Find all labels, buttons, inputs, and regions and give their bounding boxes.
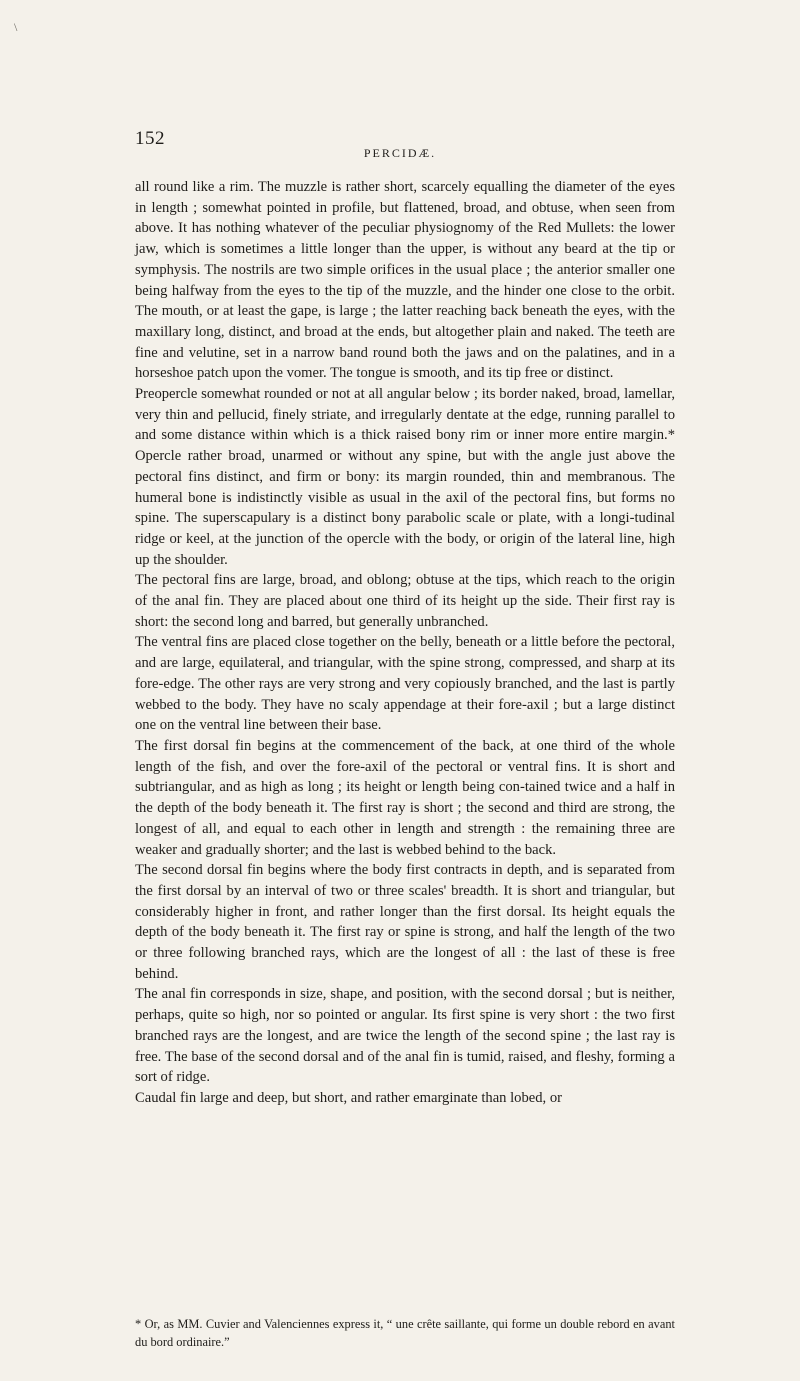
paragraph: all round like a rim. The muzzle is rather short, scarcely equalling the diameter of the eyes in length ; somewhat pointed in profile, but flattened, broad, and obtuse, when seen from above. It has nothing whatever of the peculiar physiognomy of the Red Mullets: the lower jaw, which is sometimes a little longer than the upper, is without any beard at the tip or symphysis. The nostrils are two simple orifices in the usual place ; the anterior smaller one being halfway from the eyes to the tip of the muzzle, and the hinder one close to the orbit. The mouth, or at least the gape, is large ; the latter reaching back beneath the eyes, with the maxillary long, distinct, and broad at the ends, but altogether plain and naked. The teeth are fine and velutine, set in a narrow band round both the jaws and on the palatines, and in a horseshoe patch upon the vomer. The tongue is smooth, and its tip free or distinct.: [135, 179, 675, 382]
paragraph: The pectoral fins are large, broad, and oblong; obtuse at the tips, which reach to the origin of the anal fin. They are placed about one third of its height up the side. Their first ray is short: the second long and barred, but generally unbranched.: [135, 572, 675, 630]
paragraph: The first dorsal fin begins at the commencement of the back, at one third of the whole length of the fish, and over the fore-axil of the pectoral or ventral fins. It is short and subtriangular, and as high as long ; its height or length being con-tained twice and a half in the depth of the body beneath it. The first ray is short ; the second and third are strong, the longest of all, and equal to each other in length and strength : the remaining three are weaker and gradually shorter; and the last is webbed behind to the back.: [135, 737, 675, 858]
running-head: PERCIDÆ.: [363, 146, 437, 160]
paragraph: The second dorsal fin begins where the body first contracts in depth, and is separated from the first dorsal by an interval of two or three scales' breadth. It is short and triangular, but considerably higher in front, and rather longer than the first dorsal. Its height equals the depth of the body beneath it. The first ray or spine is strong, and half the length of the two or three following branched rays, which are the longest of all : the last of these is free behind.: [135, 862, 675, 982]
paragraph: The ventral fins are placed close together on the belly, beneath or a little before the pectoral, and are large, equilateral, and triangular, with the spine strong, compressed, and sharp at its fore-edge. The other rays are very strong and very copiously branched, and the last is partly webbed to the body. They have no scaly appendage at their fore-axil ; but a large distinct one on the ventral line between their base.: [135, 634, 675, 734]
corner-mark: \: [14, 20, 18, 34]
body-text: [135, 177, 675, 1109]
footnote: * Or, as MM. Cuvier and Valenciennes express it, “ une crête saillante, qui forme un double rebord en avant du bord ordinaire.”: [135, 1317, 675, 1349]
paragraph: Preopercle somewhat rounded or not at all angular below ; its border naked, broad, lamellar, very thin and pellucid, finely striate, and irregularly dentate at the edge, running parallel to and some distance within which is a thick raised bony rim or inner more entire margin.* Opercle rather broad, unarmed or without any spine, but with the angle just above the pectoral fins distinct, and firm or bony: its margin rounded, thin and membranous. The humeral bone is indistinctly visible as usual in the axil of the pectoral fins, but forms no spine. The superscapulary is a distinct bony parabolic scale or plate, with a longi-tudinal ridge or keel, at the junction of the opercle with the body, or origin of the lateral line, high up the shoulder.: [135, 386, 675, 568]
paragraph: Caudal fin large and deep, but short, and rather emarginate than lobed, or: [135, 1089, 562, 1106]
paragraph: The anal fin corresponds in size, shape, and position, with the second dorsal ; but is neither, perhaps, quite so high, nor so pointed or angular. Its first spine is very short : the two first branched rays are the longest, and are twice the length of the second spine ; the last ray is free. The base of the second dorsal and of the anal fin is tumid, raised, and fleshy, forming a sort of ridge.: [135, 986, 675, 1086]
page-number: 152: [135, 128, 165, 149]
